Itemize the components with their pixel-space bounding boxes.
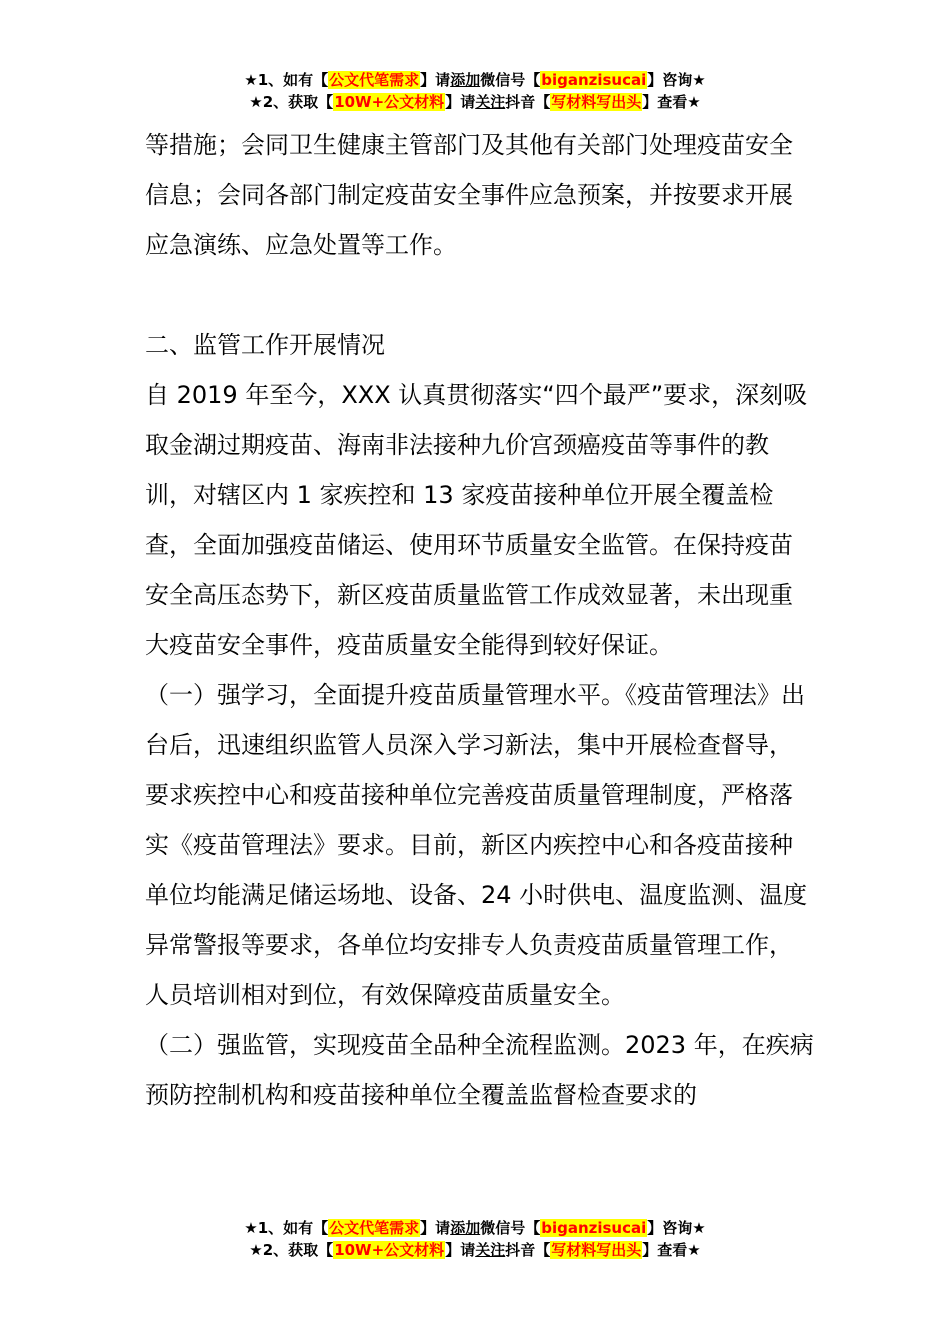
promo-line-2: ★2、获取【10W+公文材料】请关注抖音【写材料写出头】查看★ <box>249 1241 701 1259</box>
promo-highlight: 10W+公文材料 <box>334 93 445 111</box>
paragraph-gap <box>145 270 815 320</box>
paragraph: （一）强学习，全面提升疫苗质量管理水平。《疫苗管理法》出台后，迅速组织监管人员深入学习新法，集中开展检查督导，要求疾控中心和疫苗接种单位完善疫苗质量管理制度，严格落实《疫苗管理法》要求。目前，新区内疾控中心和各疫苗接种单位均能满足储运场地、设备、24 小时供电、温度监测、温度异常警报等要求，各单位均安排专人负责疫苗质量管理工作，人员培训相对到位，有效保障疫苗质量安全。 <box>145 681 808 1009</box>
promo-highlight: 10W+公文材料 <box>334 1241 445 1259</box>
promo-highlight: 公文代笔需求 <box>329 1219 420 1237</box>
wechat-id-highlight: biganzisucai <box>541 1219 647 1237</box>
promo-highlight: 公文代笔需求 <box>329 71 420 89</box>
promo-line-2: ★2、获取【10W+公文材料】请关注抖音【写材料写出头】查看★ <box>249 93 701 111</box>
footer-promo-banner <box>0 1217 950 1261</box>
promo-line-1: ★1、如有【公文代笔需求】请添加微信号【biganzisucai】咨询★ <box>244 71 706 89</box>
promo-line-1: ★1、如有【公文代笔需求】请添加微信号【biganzisucai】咨询★ <box>244 1219 706 1237</box>
document-body <box>145 120 815 1120</box>
paragraph: 自 2019 年至今，XXX 认真贯彻落实“四个最严”要求，深刻吸取金湖过期疫苗、海南非法接种九价宫颈癌疫苗等事件的教训，对辖区内 1 家疾控和 13 家疫苗接种单位开展全覆盖检查，全面加强疫苗储运、使用环节质量安全监管。在保持疫苗安全高压态势下，新区疫苗质量监管工作成效显著，未出现重大疫苗安全事件，疫苗质量安全能得到较好保证。 <box>145 381 808 659</box>
section-heading: 二、监管工作开展情况 <box>145 331 385 359</box>
wechat-id-highlight: biganzisucai <box>541 71 647 89</box>
paragraph: 等措施；会同卫生健康主管部门及其他有关部门处理疫苗安全信息；会同各部门制定疫苗安全事件应急预案，并按要求开展应急演练、应急处置等工作。 <box>145 131 793 259</box>
douyin-id-highlight: 写材料写出头 <box>551 93 642 111</box>
header-promo-banner <box>0 69 950 113</box>
paragraph: （二）强监管，实现疫苗全品种全流程监测。2023 年，在疾病预防控制机构和疫苗接种单位全覆盖监督检查要求的 <box>145 1031 814 1109</box>
douyin-id-highlight: 写材料写出头 <box>551 1241 642 1259</box>
